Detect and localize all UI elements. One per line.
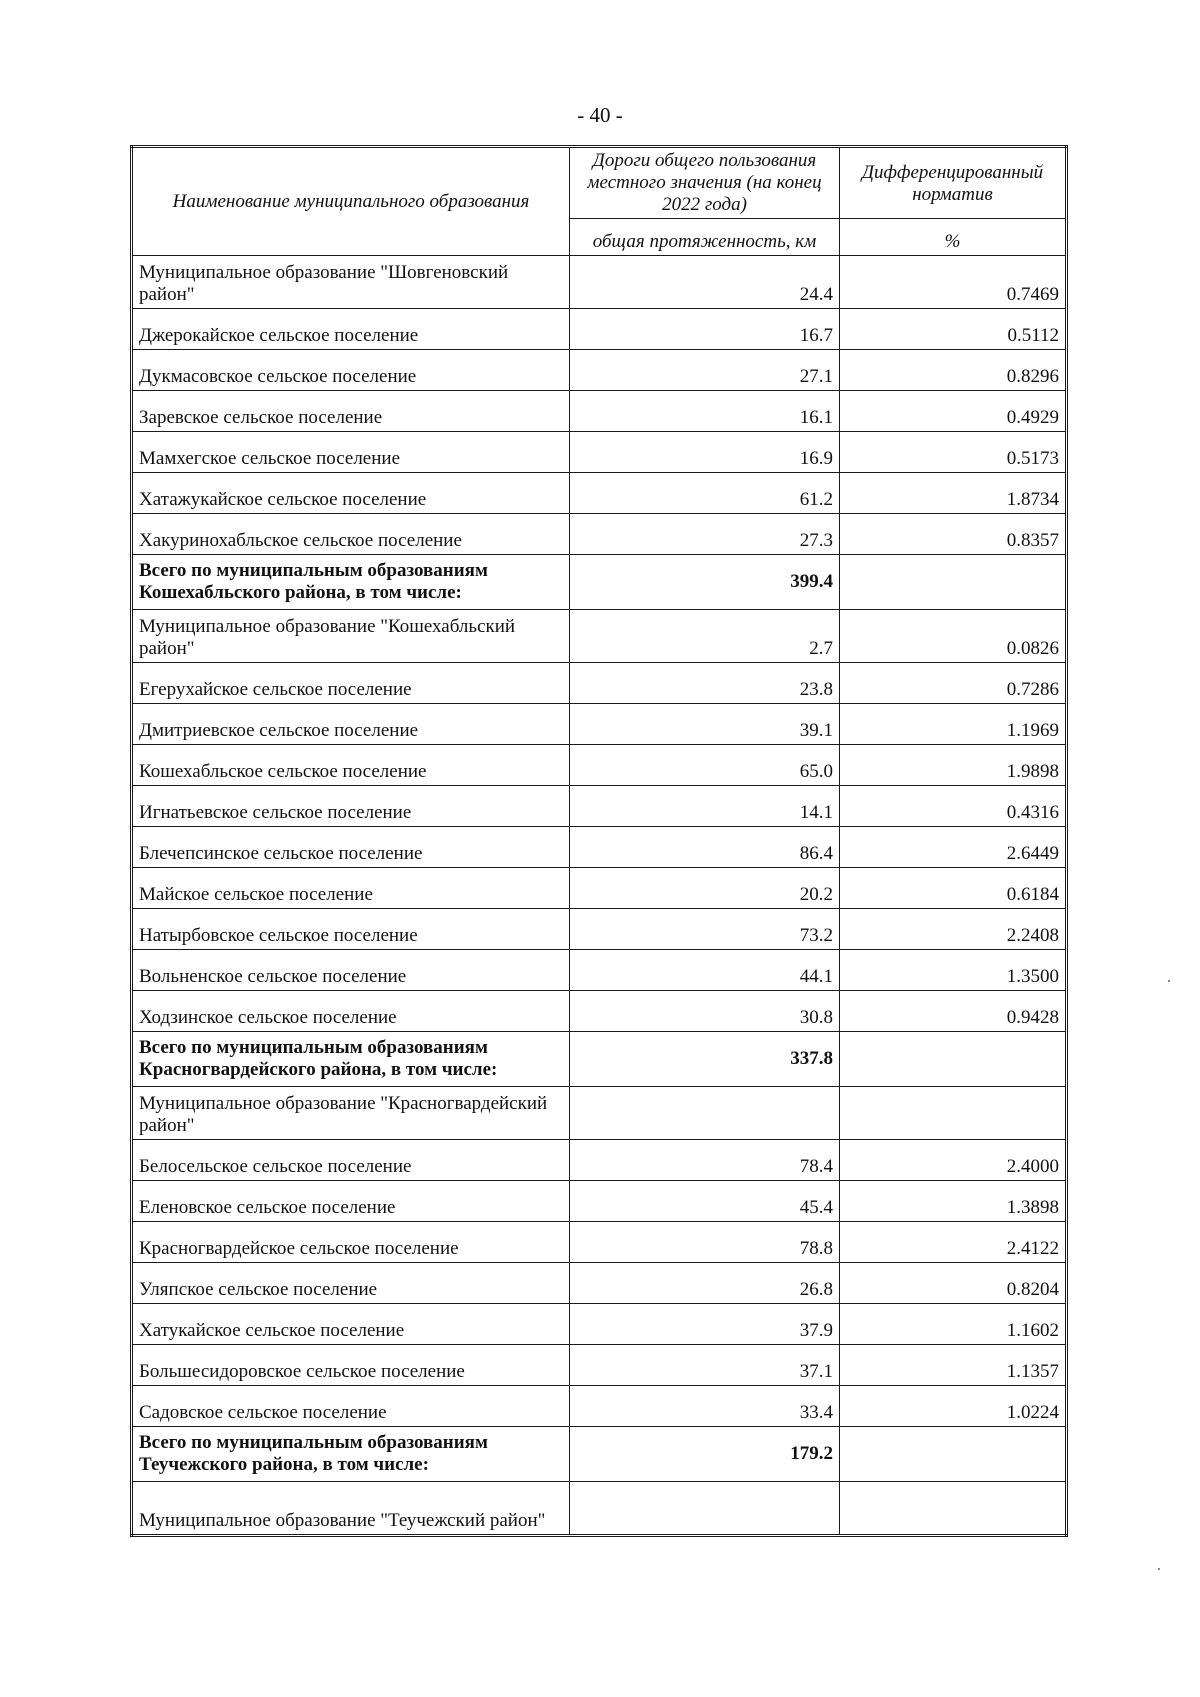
norm-percent-cell: 0.6184 — [840, 868, 1067, 909]
header-roads: Дороги общего пользования местного значения (на конец 2022 года) — [570, 147, 840, 219]
norm-percent-cell: 1.1357 — [840, 1345, 1067, 1386]
norm-percent-cell — [840, 1482, 1067, 1536]
municipality-name-cell: Майское сельское поселение — [132, 868, 570, 909]
table-row — [132, 391, 1067, 432]
header-municipality-name: Наименование муниципального образования — [132, 147, 570, 256]
header-length-km: общая протяженность, км — [570, 219, 840, 256]
table-row — [132, 1304, 1067, 1345]
length-km-cell: 37.9 — [570, 1304, 840, 1345]
road-norms-table — [130, 145, 1068, 1537]
table-row — [132, 827, 1067, 868]
table-row — [132, 473, 1067, 514]
municipality-name-cell: Муниципальное образование "Теучежский район" — [132, 1482, 570, 1536]
length-km-cell: 30.8 — [570, 991, 840, 1032]
norm-percent-cell: 1.3500 — [840, 950, 1067, 991]
length-km-cell: 27.3 — [570, 514, 840, 555]
table-row — [132, 514, 1067, 555]
norm-percent-cell — [840, 1032, 1067, 1087]
table-row — [132, 1386, 1067, 1427]
municipality-name-cell: Джерокайское сельское поселение — [132, 309, 570, 350]
length-km-cell: 78.4 — [570, 1140, 840, 1181]
table-row — [132, 256, 1067, 309]
municipality-name-cell: Кошехабльское сельское поселение — [132, 745, 570, 786]
table-total-row — [132, 1032, 1067, 1087]
municipality-name-cell: Еленовское сельское поселение — [132, 1181, 570, 1222]
length-km-cell: 337.8 — [570, 1032, 840, 1087]
length-km-cell: 86.4 — [570, 827, 840, 868]
table-row — [132, 1263, 1067, 1304]
municipality-name-cell: Вольненское сельское поселение — [132, 950, 570, 991]
length-km-cell: 45.4 — [570, 1181, 840, 1222]
table-row — [132, 1345, 1067, 1386]
municipality-name-cell: Белосельское сельское поселение — [132, 1140, 570, 1181]
municipality-name-cell: Дукмасовское сельское поселение — [132, 350, 570, 391]
municipality-name-cell: Игнатьевское сельское поселение — [132, 786, 570, 827]
length-km-cell: 20.2 — [570, 868, 840, 909]
table-row — [132, 610, 1067, 663]
table-row — [132, 1482, 1067, 1536]
length-km-cell: 78.8 — [570, 1222, 840, 1263]
norm-percent-cell: 2.4122 — [840, 1222, 1067, 1263]
norm-percent-cell: 0.8204 — [840, 1263, 1067, 1304]
length-km-cell: 399.4 — [570, 555, 840, 610]
length-km-cell — [570, 1482, 840, 1536]
municipality-name-cell: Муниципальное образование "Шовгеновский район" — [132, 256, 570, 309]
municipality-name-cell: Муниципальное образование "Кошехабльский район" — [132, 610, 570, 663]
length-km-cell: 14.1 — [570, 786, 840, 827]
length-km-cell: 16.9 — [570, 432, 840, 473]
municipality-name-cell: Егерухайское сельское поселение — [132, 663, 570, 704]
norm-percent-cell: 2.2408 — [840, 909, 1067, 950]
municipality-name-cell: Заревское сельское поселение — [132, 391, 570, 432]
norm-percent-cell — [840, 555, 1067, 610]
municipality-name-cell: Хакуринохабльское сельское поселение — [132, 514, 570, 555]
norm-percent-cell: 0.8296 — [840, 350, 1067, 391]
municipality-name-cell: Натырбовское сельское поселение — [132, 909, 570, 950]
scan-speck — [1168, 980, 1170, 982]
municipality-name-cell: Хатукайское сельское поселение — [132, 1304, 570, 1345]
municipality-name-cell: Хатажукайское сельское поселение — [132, 473, 570, 514]
table-row — [132, 909, 1067, 950]
length-km-cell: 27.1 — [570, 350, 840, 391]
table-row — [132, 745, 1067, 786]
norm-percent-cell: 1.3898 — [840, 1181, 1067, 1222]
table-row — [132, 432, 1067, 473]
length-km-cell: 37.1 — [570, 1345, 840, 1386]
header-norm: Дифференцированный норматив — [840, 147, 1067, 219]
municipality-name-cell: Ходзинское сельское поселение — [132, 991, 570, 1032]
table-row — [132, 704, 1067, 745]
table-row — [132, 309, 1067, 350]
municipality-name-cell: Уляпское сельское поселение — [132, 1263, 570, 1304]
table-body — [132, 256, 1067, 1536]
table-row — [132, 950, 1067, 991]
table-row — [132, 1222, 1067, 1263]
municipality-name-cell: Всего по муниципальным образованиям Теучежского района, в том числе: — [132, 1427, 570, 1482]
norm-percent-cell: 1.0224 — [840, 1386, 1067, 1427]
length-km-cell: 65.0 — [570, 745, 840, 786]
length-km-cell: 61.2 — [570, 473, 840, 514]
scan-speck — [1158, 1568, 1160, 1570]
length-km-cell: 16.7 — [570, 309, 840, 350]
norm-percent-cell — [840, 1087, 1067, 1140]
length-km-cell — [570, 1087, 840, 1140]
municipality-name-cell: Муниципальное образование "Красногвардейский район" — [132, 1087, 570, 1140]
municipality-name-cell: Всего по муниципальным образованиям Красногвардейского района, в том числе: — [132, 1032, 570, 1087]
norm-percent-cell: 2.6449 — [840, 827, 1067, 868]
table-row — [132, 1140, 1067, 1181]
norm-percent-cell: 0.9428 — [840, 991, 1067, 1032]
norm-percent-cell: 0.7286 — [840, 663, 1067, 704]
length-km-cell: 73.2 — [570, 909, 840, 950]
norm-percent-cell — [840, 1427, 1067, 1482]
norm-percent-cell: 2.4000 — [840, 1140, 1067, 1181]
length-km-cell: 44.1 — [570, 950, 840, 991]
norm-percent-cell: 0.8357 — [840, 514, 1067, 555]
table-row — [132, 350, 1067, 391]
norm-percent-cell: 0.5112 — [840, 309, 1067, 350]
table-row — [132, 868, 1067, 909]
norm-percent-cell: 0.5173 — [840, 432, 1067, 473]
length-km-cell: 2.7 — [570, 610, 840, 663]
table-row — [132, 1087, 1067, 1140]
table-row — [132, 786, 1067, 827]
length-km-cell: 179.2 — [570, 1427, 840, 1482]
norm-percent-cell: 0.4316 — [840, 786, 1067, 827]
norm-percent-cell: 0.0826 — [840, 610, 1067, 663]
norm-percent-cell: 1.1602 — [840, 1304, 1067, 1345]
municipality-name-cell: Дмитриевское сельское поселение — [132, 704, 570, 745]
norm-percent-cell: 0.4929 — [840, 391, 1067, 432]
municipality-name-cell: Мамхегское сельское поселение — [132, 432, 570, 473]
municipality-name-cell: Красногвардейское сельское поселение — [132, 1222, 570, 1263]
length-km-cell: 24.4 — [570, 256, 840, 309]
norm-percent-cell: 1.9898 — [840, 745, 1067, 786]
table-total-row — [132, 555, 1067, 610]
municipality-name-cell: Садовское сельское поселение — [132, 1386, 570, 1427]
municipality-name-cell: Большесидоровское сельское поселение — [132, 1345, 570, 1386]
length-km-cell: 39.1 — [570, 704, 840, 745]
table-total-row — [132, 1427, 1067, 1482]
table-row — [132, 991, 1067, 1032]
length-km-cell: 16.1 — [570, 391, 840, 432]
municipality-name-cell: Блечепсинское сельское поселение — [132, 827, 570, 868]
length-km-cell: 26.8 — [570, 1263, 840, 1304]
page-number: - 40 - — [577, 103, 623, 127]
table-row — [132, 663, 1067, 704]
norm-percent-cell: 0.7469 — [840, 256, 1067, 309]
norm-percent-cell: 1.8734 — [840, 473, 1067, 514]
table-row — [132, 1181, 1067, 1222]
length-km-cell: 23.8 — [570, 663, 840, 704]
norm-percent-cell: 1.1969 — [840, 704, 1067, 745]
length-km-cell: 33.4 — [570, 1386, 840, 1427]
municipality-name-cell: Всего по муниципальным образованиям Кошехабльского района, в том числе: — [132, 555, 570, 610]
header-percent: % — [840, 219, 1067, 256]
